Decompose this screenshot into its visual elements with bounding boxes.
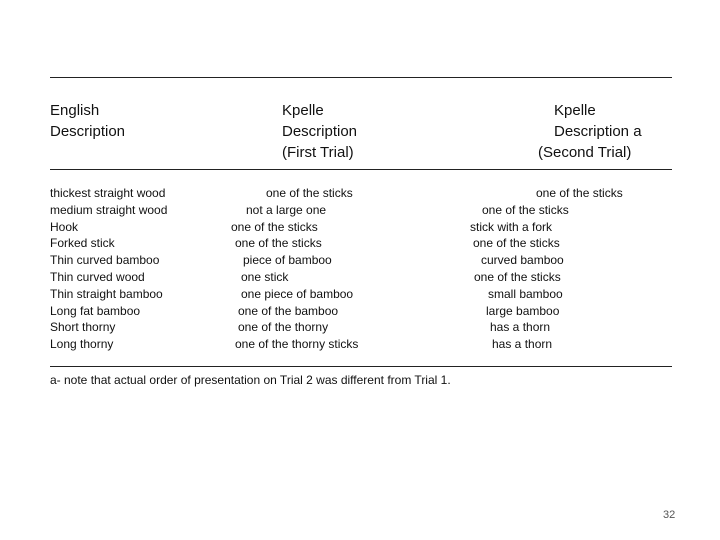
second-trial-cell: large bamboo	[486, 303, 560, 318]
english-cell: Thin curved bamboo	[50, 253, 160, 268]
first-trial-cell: one of the sticks	[231, 219, 318, 234]
first-trial-cell: one of the thorny sticks	[235, 337, 359, 352]
second-trial-cell: one of the sticks	[473, 236, 560, 251]
bottom-rule	[50, 366, 672, 367]
english-cell: Thin straight bamboo	[50, 286, 163, 301]
first-trial-cell: one stick	[241, 269, 289, 284]
header-first-line-3: (First Trial)	[282, 144, 354, 161]
page-number: 32	[663, 509, 676, 521]
first-trial-cell: piece of bamboo	[243, 253, 332, 268]
header-english-line-2: Description	[50, 123, 126, 140]
second-trial-cell: one of the sticks	[474, 269, 561, 284]
header-second-line-1: Kpelle	[554, 102, 596, 119]
second-trial-cell: small bamboo	[488, 286, 563, 301]
english-cell: Long fat bamboo	[50, 303, 141, 318]
first-trial-cell: one of the thorny	[238, 320, 329, 335]
second-trial-cell: one of the sticks	[536, 186, 623, 200]
first-trial-cell: one of the sticks	[266, 186, 353, 200]
column-second-trial	[0, 185, 623, 353]
header-english-line-1: English	[50, 102, 100, 119]
first-trial-cell: one of the sticks	[235, 236, 322, 251]
header-rule	[50, 169, 672, 170]
header-second-line-2: Description a	[554, 123, 642, 140]
header-first-trial	[282, 100, 357, 163]
second-trial-cell: has a thorn	[490, 320, 551, 335]
first-trial-cell: one of the bamboo	[238, 303, 339, 318]
footnote: a- note that actual order of presentation on Trial 2 was different from Trial 1.	[50, 373, 451, 387]
second-trial-cell: stick with a fork	[470, 219, 553, 234]
english-cell: Thin curved wood	[50, 269, 145, 284]
english-cell: Short thorny	[50, 320, 116, 335]
header-second-trial	[538, 100, 642, 163]
header-first-line-1: Kpelle	[282, 102, 324, 119]
english-cell: thickest straight wood	[50, 186, 166, 200]
english-cell: Forked stick	[50, 236, 115, 251]
first-trial-cell: one piece of bamboo	[241, 286, 354, 301]
second-trial-cell: one of the sticks	[482, 202, 569, 217]
second-trial-cell: has a thorn	[492, 337, 553, 352]
first-trial-cell: not a large one	[246, 202, 327, 217]
english-cell: Hook	[50, 219, 79, 234]
second-trial-cell: curved bamboo	[481, 253, 564, 268]
top-rule	[50, 77, 672, 78]
header-english	[50, 100, 125, 142]
english-cell: medium straight wood	[50, 202, 168, 217]
english-cell: Long thorny	[50, 337, 114, 352]
header-second-line-3: (Second Trial)	[538, 144, 632, 161]
header-first-line-2: Description	[282, 123, 358, 140]
